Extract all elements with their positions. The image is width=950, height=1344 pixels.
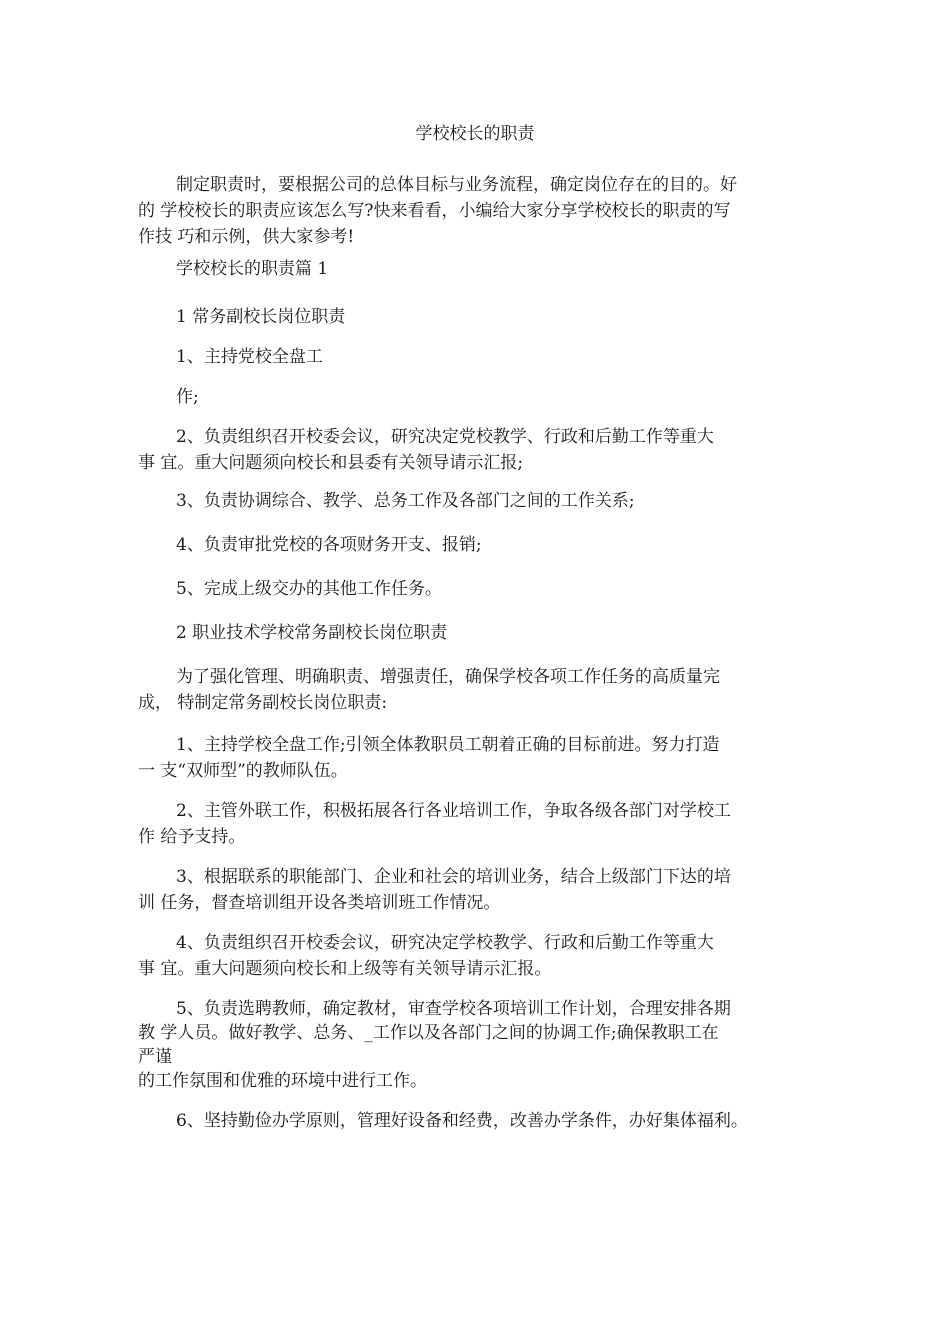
- part1-item1: [138, 344, 818, 370]
- part1-item4: [138, 532, 818, 558]
- part2-item4: [138, 930, 818, 982]
- section-heading-text: 学校校长的职责篇 1: [176, 259, 329, 279]
- part1-item3: [138, 488, 818, 514]
- part1-item1-cont: [138, 384, 818, 410]
- part2-item3-line: 训 任务，督查培训组开设各类培训班工作情况。: [138, 893, 501, 913]
- part2-item3: [138, 864, 818, 916]
- part2-heading-text: 2 职业技术学校常务副校长岗位职责: [176, 623, 448, 643]
- part2-item2: [138, 798, 818, 850]
- part2-item4-line: 事 宜。重大问题须向校长和上级等有关领导请示汇报。: [138, 959, 552, 979]
- part2-item5-line: 的工作氛围和优雅的环境中进行工作。: [138, 1071, 427, 1091]
- part2-item5: [138, 996, 818, 1092]
- intro-paragraph: [138, 172, 818, 250]
- part2-item6: [138, 1108, 818, 1134]
- part2-intro: [138, 664, 818, 716]
- part2-item5-line: 5、负责选聘教师，确定教材，审查学校各项培训工作计划，合理安排各期: [176, 999, 731, 1019]
- part2-intro-line: 成， 特制定常务副校长岗位职责:: [138, 693, 388, 713]
- part1-item1-line: 作;: [176, 387, 199, 407]
- part1-item2-line: 2、负责组织召开校委会议，研究决定党校教学、行政和后勤工作等重大: [176, 427, 714, 447]
- part2-item1-line: 一 支“双师型”的教师队伍。: [138, 761, 348, 781]
- part1-heading: [138, 304, 818, 330]
- part1-item1-line: 1、主持党校全盘工: [176, 347, 323, 367]
- part1-item5: [138, 576, 818, 602]
- part1-item2: [138, 424, 818, 476]
- part2-item6-line: 6、坚持勤俭办学原则，管理好设备和经费，改善办学条件，办好集体福利。: [176, 1111, 748, 1131]
- part2-item5-line: 教 学人员。做好教学、总务、_工作以及各部门之间的协调工作;确保教职工在: [138, 1023, 719, 1043]
- part2-item5-line: 严谨: [138, 1047, 172, 1067]
- section-heading: [138, 256, 818, 282]
- part1-item5-line: 5、完成上级交办的其他工作任务。: [176, 579, 442, 599]
- intro-line: 作技 巧和示例，供大家参考!: [138, 227, 355, 247]
- part2-item2-line: 2、主管外联工作，积极拓展各行各业培训工作，争取各级各部门对学校工: [176, 801, 731, 821]
- intro-line: 的 学校校长的职责应该怎么写?快来看看，小编给大家分享学校校长的职责的写: [138, 201, 731, 221]
- part2-heading: [138, 620, 818, 646]
- intro-line: 制定职责时，要根据公司的总体目标与业务流程，确定岗位存在的目的。好: [176, 175, 737, 195]
- part2-item1-line: 1、主持学校全盘工作;引领全体教职员工朝着正确的目标前进。努力打造: [176, 735, 720, 755]
- part1-heading-text: 1 常务副校长岗位职责: [176, 307, 346, 327]
- part1-item3-line: 3、负责协调综合、教学、总务工作及各部门之间的工作关系;: [176, 491, 635, 511]
- document-title: 学校校长的职责: [415, 124, 535, 144]
- part2-item3-line: 3、根据联系的职能部门、企业和社会的培训业务，结合上级部门下达的培: [176, 867, 731, 887]
- part2-intro-line: 为了强化管理、明确职责、增强责任，确保学校各项工作任务的高质量完: [176, 667, 720, 687]
- part2-item2-line: 作 给予支持。: [138, 827, 246, 847]
- part2-item1: [138, 732, 818, 784]
- part1-item2-line: 事 宜。重大问题须向校长和县委有关领导请示汇报;: [138, 453, 524, 473]
- part2-item4-line: 4、负责组织召开校委会议，研究决定学校教学、行政和后勤工作等重大: [176, 933, 714, 953]
- part1-item4-line: 4、负责审批党校的各项财务开支、报销;: [176, 535, 482, 555]
